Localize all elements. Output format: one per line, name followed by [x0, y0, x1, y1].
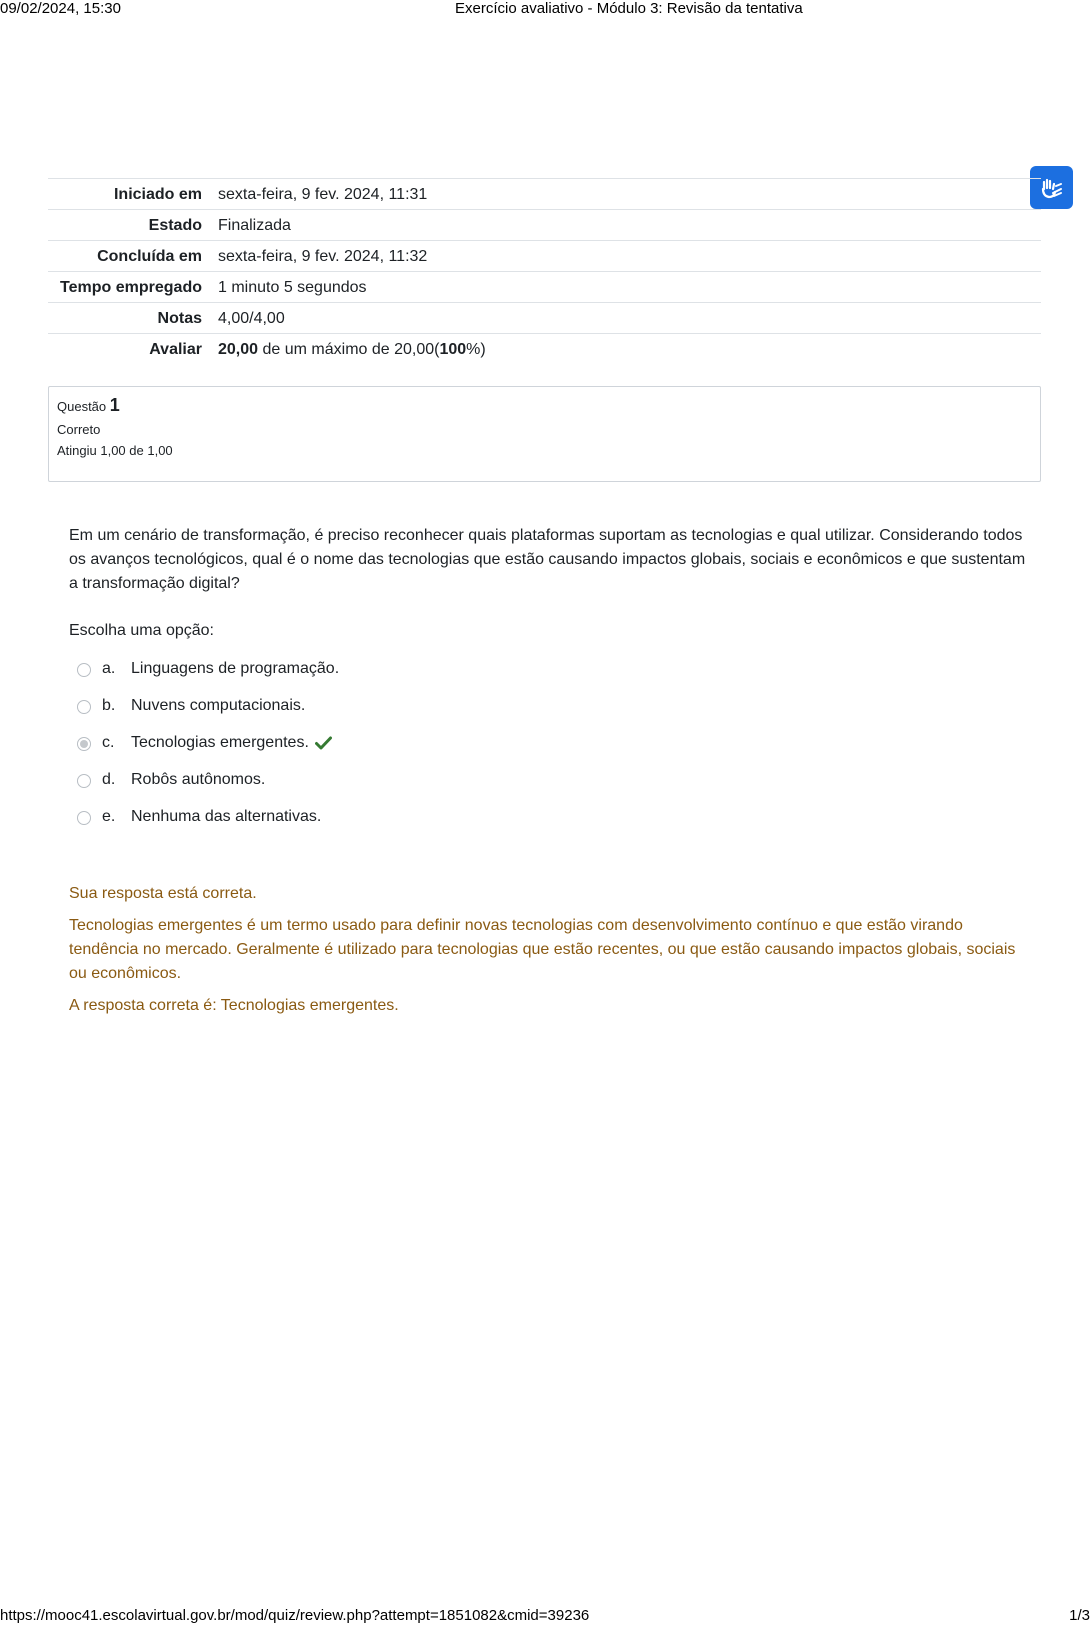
- check-icon: [315, 736, 332, 750]
- summary-label: Concluída em: [97, 248, 202, 265]
- answer-text: Nenhuma das alternativas.: [131, 807, 322, 825]
- feedback-correct-message: Sua resposta está correta.: [69, 885, 257, 902]
- question-status: Correto: [57, 422, 101, 437]
- answer-letter: d.: [102, 770, 116, 788]
- summary-row-started: [48, 179, 1041, 210]
- print-url: https://mooc41.escolavirtual.gov.br/mod/quiz/review.php?attempt=1851082&cmid=39236: [0, 1607, 590, 1624]
- question-mark: Atingiu 1,00 de 1,00: [57, 443, 173, 458]
- answer-option-a[interactable]: [77, 650, 677, 687]
- summary-row-marks: [48, 303, 1041, 334]
- summary-value: [210, 334, 1041, 365]
- question-number-value: 1: [109, 395, 120, 415]
- attempt-summary-table: [48, 178, 1041, 364]
- answer-letter: b.: [102, 696, 116, 714]
- grade-suffix: %): [466, 341, 486, 358]
- answer-letter: c.: [102, 733, 115, 751]
- answer-letter: e.: [102, 807, 116, 825]
- summary-label: Estado: [148, 217, 202, 234]
- print-page-number: 1/3: [1069, 1607, 1090, 1624]
- radio-button[interactable]: [77, 700, 91, 714]
- answer-list: [77, 650, 677, 835]
- answer-prompt: Escolha uma opção:: [69, 622, 214, 639]
- summary-value: 4,00/4,00: [218, 310, 285, 327]
- radio-button-selected[interactable]: [77, 737, 91, 751]
- summary-row-grade: [48, 334, 1041, 365]
- question-label: Questão: [57, 399, 107, 414]
- answer-text: Tecnologias emergentes.: [131, 733, 309, 751]
- summary-value: 1 minuto 5 segundos: [218, 279, 367, 296]
- summary-label: Tempo empregado: [60, 279, 202, 296]
- summary-row-time-taken: [48, 272, 1041, 303]
- answer-letter: a.: [102, 659, 116, 677]
- print-title: Exercício avaliativo - Módulo 3: Revisão da tentativa: [455, 0, 803, 17]
- grade-score: 20,00: [218, 341, 259, 358]
- answer-option-d[interactable]: [77, 761, 677, 798]
- sign-language-hands-icon: [1039, 175, 1065, 201]
- summary-value: Finalizada: [218, 217, 291, 234]
- question-number: [57, 395, 1032, 416]
- summary-value: sexta-feira, 9 fev. 2024, 11:31: [218, 186, 428, 203]
- answer-text: Nuvens computacionais.: [131, 696, 306, 714]
- feedback-section: [69, 882, 1029, 1026]
- print-date: 09/02/2024, 15:30: [0, 0, 121, 17]
- radio-button[interactable]: [77, 663, 91, 677]
- question-info-box: [48, 386, 1041, 482]
- answer-option-e[interactable]: [77, 798, 677, 835]
- answer-text: Robôs autônomos.: [131, 770, 266, 788]
- radio-button[interactable]: [77, 774, 91, 788]
- summary-row-state: [48, 210, 1041, 241]
- feedback-explanation: Tecnologias emergentes é um termo usado para definir novas tecnologias com desenvolvimento contínuo e que estão virando tendência no mercado. Geralmente é utilizado para tecnologias que estão recentes, ou que estão causando impactos globais, sociais ou econômicos.: [69, 917, 1016, 982]
- answer-option-b[interactable]: [77, 687, 677, 724]
- summary-label: Iniciado em: [113, 186, 202, 203]
- print-footer: [0, 1607, 1090, 1627]
- grade-middle: de um máximo de 20,00(: [258, 341, 440, 358]
- summary-row-completed: [48, 241, 1041, 272]
- radio-button[interactable]: [77, 811, 91, 825]
- summary-label: Avaliar: [149, 341, 202, 358]
- answer-option-c[interactable]: [77, 724, 677, 761]
- print-header: [0, 0, 1090, 20]
- answer-text: Linguagens de programação.: [131, 659, 340, 677]
- summary-label: Notas: [157, 310, 202, 327]
- question-text: Em um cenário de transformação, é preciso reconhecer quais plataformas suportam as tecnologias e qual utilizar. Considerando todos os avanços tecnológicos, qual é o nome das tecnologias que estão causando impactos globais, sociais e econômicos e que sustentam a transformação digital?: [69, 527, 1026, 592]
- feedback-right-answer: A resposta correta é: Tecnologias emergentes.: [69, 997, 399, 1014]
- summary-value: sexta-feira, 9 fev. 2024, 11:32: [218, 248, 428, 265]
- grade-percent: 100: [439, 341, 467, 358]
